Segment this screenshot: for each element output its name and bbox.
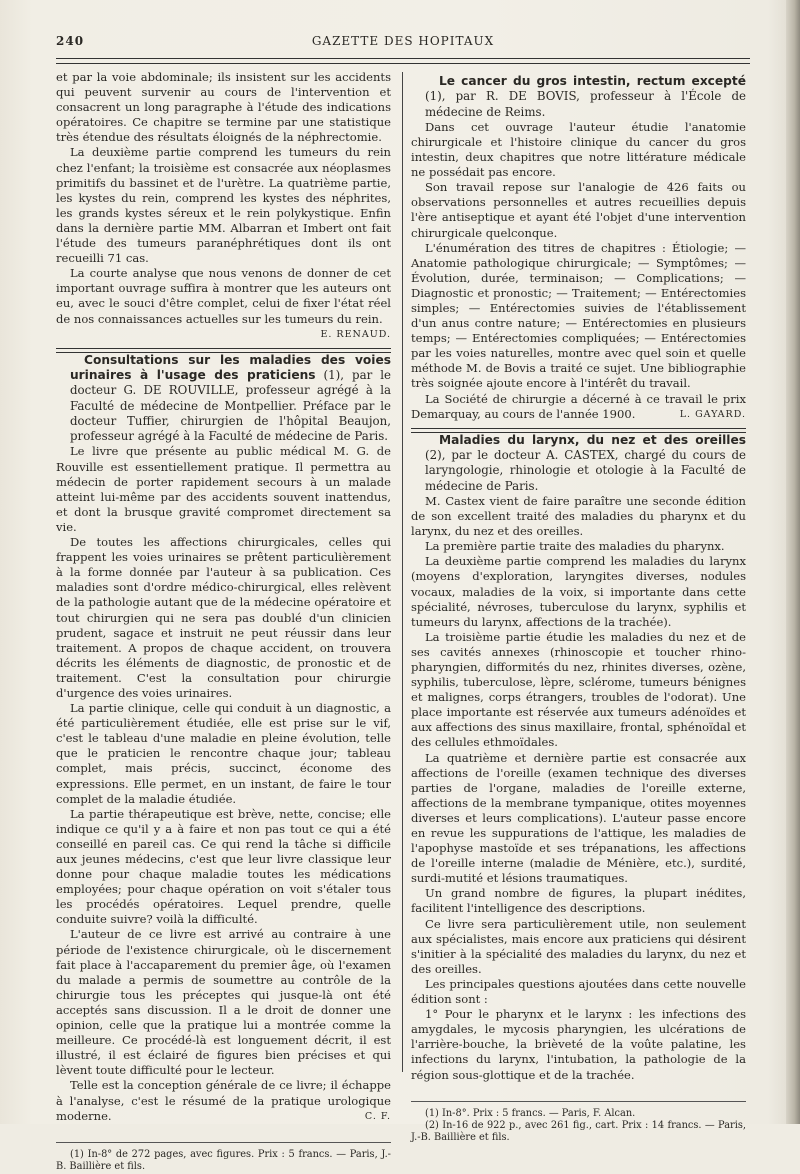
review-title-main: Consultations sur les maladies des voies urinaires à l'usage des praticiens bbox=[70, 352, 391, 382]
author-signature: C. F. bbox=[364, 1110, 391, 1122]
paragraph: Un grand nombre de figures, la plupart inédites, facilitent l'intelligence des descriptions. bbox=[411, 886, 746, 916]
paragraph: La partie thérapeutique est brève, nette, concise; elle indique ce qu'il y a à faire et non pas tout ce qui a été conseillé en pareil cas. Ce qui rend la tâche si difficile aux jeunes médecins, c'est que leur livre classique leur donne pour chaque maladie toutes les médications employées; pour chaque opération on voit s'étaler tous les procédés opératoires. Lequel prendre, quelle conduite suivre? voilà la difficulté. bbox=[56, 806, 391, 927]
paragraph: et par la voie abdominale; ils insistent sur les accidents qui peuvent survenir au cours de l'intervention et consacrent un long paragraphe à l'étude des indications opératoires. Ce chapitre se termine par une statistique très étendue des résultats éloignés de la néphrectomie. bbox=[56, 70, 391, 145]
paragraph: L'auteur de ce livre est arrivé au contraire à une période de l'existence chirurgicale, où le discernement fait place à l'accaparement du premier âge, où l'examen du malade a permis de soumettre au contrôle de la chirurgie tous les préceptes qui jusque-là ont été acceptés sans discussion. Il a le droit de donner une opinion, celle que la pratique lui a montrée comme la meilleure. Ce procédé-là est longuement décrit, il est illustré, il est éclairé de figures bien précises et qui lèvent toute difficulté pour le lecteur. bbox=[56, 927, 391, 1078]
paragraph bbox=[411, 392, 746, 422]
paragraph: Son travail repose sur l'analogie de 426 faits ou observations personnelles et autres recueillies depuis l'ère antiseptique et ayant été l'objet d'une intervention chirurgicale quelconque. bbox=[411, 180, 746, 240]
paragraph: De toutes les affections chirurgicales, celles qui frappent les voies urinaires se prêtent particulièrement à la forme donnée par l'auteur à sa publication. Ces maladies sont d'ordre médico-chirurgical, elles relèvent de la pathologie autant que de la médecine opératoire et tout chirurgien qui ne sera pas doublé d'un clinicien prudent, sagace et instruit ne peut réussir dans leur traitement. A propos de chaque accident, on trouvera décrits les éléments de diagnostic, de pronostic et de traitement. C'est la consultation pour chirurgie d'urgence des voies urinaires. bbox=[56, 535, 391, 700]
review-title-main: Maladies du larynx, du nez et des oreilles bbox=[439, 432, 746, 447]
footnote: (1) In-8° de 272 pages, avec figures. Prix : 5 francs. — Paris, J.-B. Baillière et fils. bbox=[56, 1148, 391, 1173]
paragraph bbox=[56, 1078, 391, 1123]
left-column bbox=[56, 70, 391, 1173]
paragraph: L'énumération des titres de chapitres : Étiologie; — Anatomie pathologique chirurgicale; — Symptômes; — Évolution, durée, terminaison; — Complications; — Diagnostic et pronostic; — Traitement; — Entérectomies simples; — Entérectomies suivies de l'établissement d'un anus contre nature; — Entérectomies en plusieurs temps; — Entérectomies compliquées; — Entérectomies par les voies naturelles, montre avec quel soin et quelle méthode M. de Bovis a traité ce sujet. Une bibliographie très soignée ajoute encore à l'intérêt du travail. bbox=[411, 240, 746, 391]
review-title bbox=[411, 433, 746, 494]
paragraph: La deuxième partie comprend les maladies du larynx (moyens d'exploration, laryngites diverses, nodules vocaux, maladies de la voix, si importante dans cette spécialité, névroses, tuberculose du larynx, syphilis et tumeurs du larynx, affections de la trachée). bbox=[411, 554, 746, 629]
review-title bbox=[411, 74, 746, 120]
paragraph: La première partie traite des maladies du pharynx. bbox=[425, 539, 725, 554]
paragraph: 1° Pour le pharynx et le larynx : les infections des amygdales, le mycosis pharyngien, les ulcérations de l'arrière-bouche, la brièveté de la voûte palatine, les infections du larynx, l'intubation, la pathologie de la région sous-glottique et de la trachée. bbox=[411, 1007, 746, 1082]
column-divider bbox=[402, 72, 403, 1072]
page-number: 240 bbox=[56, 34, 85, 48]
page-edge-shadow bbox=[786, 0, 800, 1124]
footnote-rule bbox=[56, 1142, 391, 1143]
footnote-rule bbox=[411, 1101, 746, 1102]
review-title-details: (2), par le docteur A. CASTEX, chargé du cours de laryngologie, rhinologie et otologie à la Faculté de médecine de Paris. bbox=[425, 448, 746, 493]
author-signature: L. GAYARD. bbox=[679, 408, 746, 420]
review-title-details: (1), par R. DE BOVIS, professeur à l'École de médecine de Reims. bbox=[425, 89, 746, 119]
paragraph: M. Castex vient de faire paraître une seconde édition de son excellent traité des maladies du pharynx et du larynx, du nez et des oreilles. bbox=[411, 493, 746, 539]
paragraph: Les principales questions ajoutées dans cette nouvelle édition sont : bbox=[411, 976, 746, 1007]
right-column bbox=[411, 70, 746, 1144]
footnote: (1) In-8°. Prix : 5 francs. — Paris, F. Alcan. bbox=[425, 1107, 636, 1119]
paragraph: La courte analyse que nous venons de donner de cet important ouvrage suffira à montrer que les auteurs ont eu, avec le souci d'être complet, celui de fixer l'état réel de nos connaissances actuelles sur les tumeurs du rein. bbox=[56, 266, 391, 326]
paragraph: Ce livre sera particulièrement utile, non seulement aux spécialistes, mais encore aux praticiens qui désirent s'initier à la spécialité des maladies du larynx, du nez et des oreilles. bbox=[411, 916, 746, 976]
paragraph-text: La Société de chirurgie a décerné à ce travail le prix Demarquay, au cours de l'année 1900. bbox=[411, 391, 746, 421]
paragraph: Dans cet ouvrage l'auteur étudie l'anatomie chirurgicale et l'histoire clinique du cancer du gros intestin, deux chapitres que notre littérature médicale ne possédait pas encore. bbox=[411, 119, 746, 180]
journal-title: GAZETTE DES HOPITAUX bbox=[311, 34, 495, 48]
header-rule bbox=[56, 58, 750, 64]
paragraph: La partie clinique, celle qui conduit à un diagnostic, a été particulièrement étudiée, elle est prise sur le vif, c'est le tableau d'une maladie en pleine évolution, telle que le praticien le rencontre chaque jour; tableau complet, mais précis, succinct, économe des expressions. Elle permet, en un instant, de faire le tour complet de la maladie étudiée. bbox=[56, 701, 391, 806]
paragraph-text: Telle est la conception générale de ce livre; il échappe à l'analyse, c'est le résumé de la pratique urologique moderne. bbox=[56, 1078, 391, 1123]
footnote: (2) In-16 de 922 p., avec 261 fig., cart. Prix : 14 francs. — Paris, J.-B. Baillière et fils. bbox=[411, 1120, 746, 1144]
author-signature: E. RENAUD. bbox=[320, 328, 391, 340]
paragraph: La troisième partie étudie les maladies du nez et de ses cavités annexes (rhinoscopie et toucher rhino-pharyngien, difformités du nez, rhinites diverses, ozène, syphilis, tuberculose, lèpre, sclérome, tumeurs bénignes et malignes, corps étrangers, troubles de l'odorat). Une place importante est réservée aux tumeurs adénoïdes et aux affections des sinus maxillaire, frontal, sphénoïdal et des cellules ethmoïdales. bbox=[411, 629, 746, 750]
paragraph: Le livre que présente au public médical M. G. de Rouville est essentiellement pratique. Il permettra au médecin de porter rapidement secours à un malade atteint lui-même par des accidents souvent inattendus, et dont la brusque gravité compromet directement sa vie. bbox=[56, 444, 391, 534]
paragraph: La deuxième partie comprend les tumeurs du rein chez l'enfant; la troisième est consacrée aux néoplasmes primitifs du bassinet et de l'urètre. La quatrième partie, les kystes du rein, comprend les kystes des néphrites, les grands kystes séreux et le rein polykystique. Enfin dans la dernière partie MM. Albarran et Imbert ont fait l'étude des tumeurs paranéphrétiques dont ils ont recueilli 71 cas. bbox=[56, 145, 391, 266]
review-title-main: Le cancer du gros intestin, rectum excepté bbox=[439, 74, 746, 88]
review-title bbox=[56, 353, 391, 445]
paragraph: La quatrième et dernière partie est consacrée aux affections de l'oreille (examen technique des diverses parties de l'organe, maladies de l'oreille externe, affections de la membrane tympanique, otites moyennes diverses et leurs complications). L'auteur passe encore en revue les suppurations de l'attique, les maladies de l'apophyse mastoïde et ses trépanations, les affections de l'oreille interne (maladie de Ménière, etc.), surdité, surdi-mutité et lésions traumatiques. bbox=[411, 750, 746, 886]
page-header bbox=[56, 34, 750, 54]
review-title-details: (1), par le docteur G. DE ROUVILLE, professeur agrégé à la Faculté de médecine de Montpellier. Préface par le docteur Tuffier, chirurgien de l'hôpital Beaujon, professeur agrégé à la Faculté de médecine de Paris. bbox=[70, 367, 391, 444]
